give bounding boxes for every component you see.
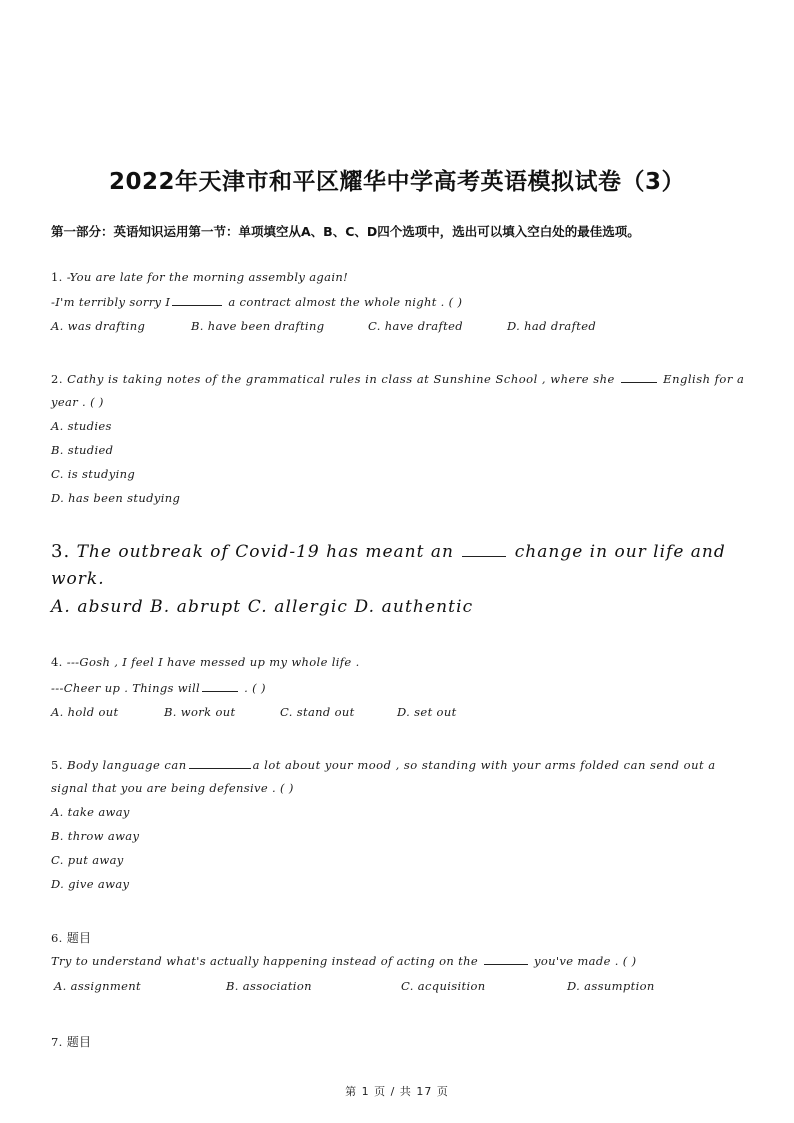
q6-number: 6. — [51, 931, 63, 945]
q1-text2b: a contract almost the whole night . ( ) — [228, 295, 463, 309]
q2-blank — [621, 371, 657, 383]
q1-line2 — [51, 294, 462, 309]
q3-line1 — [51, 540, 726, 562]
q5-number: 5. — [51, 758, 63, 772]
q5-line2: signal that you are being defensive . ( ) — [51, 781, 294, 795]
q2-text1b: English for a — [663, 372, 745, 386]
q6-text1b: you've made . ( ) — [534, 954, 637, 968]
q7-label: 题目 — [66, 1035, 92, 1049]
q5-blank — [189, 757, 251, 769]
q6-text1a: Try to understand what's actually happening instead of acting on the — [51, 954, 478, 968]
q1-text2a: -I'm terribly sorry I — [51, 295, 171, 309]
q1-option-a: A. was drafting — [51, 319, 146, 333]
section-heading: 第一部分：英语知识运用第一节：单项填空从A、B、C、D四个选项中，选出可以填入空白处的最佳选项。 — [51, 224, 640, 239]
q6-label: 题目 — [66, 931, 92, 945]
q4-line1 — [51, 655, 360, 669]
q2-option-b: B. studied — [51, 443, 114, 457]
q3-number: 3. — [51, 541, 71, 562]
q2-number: 2. — [51, 372, 63, 386]
q4-option-c: C. stand out — [280, 705, 355, 719]
q1-option-b: B. have been drafting — [191, 319, 325, 333]
q3-blank — [462, 540, 506, 557]
q1-number: 1. — [51, 270, 63, 284]
q1-text1: -You are late for the morning assembly again! — [66, 270, 349, 284]
q4-number: 4. — [51, 655, 63, 669]
q4-blank — [202, 680, 238, 692]
q6-option-a: A. assignment — [54, 979, 142, 993]
q6-option-b: B. association — [226, 979, 312, 993]
q6-header — [51, 929, 91, 946]
page-footer: 第 1 页 / 共 17 页 — [345, 1085, 449, 1098]
q5-option-b: B. throw away — [51, 829, 140, 843]
q4-line2 — [51, 680, 266, 695]
q4-text1: ---Gosh , I feel I have messed up my whole life . — [66, 655, 360, 669]
q3-text1a: The outbreak of Covid-19 has meant an — [76, 542, 454, 562]
q1-line1 — [51, 270, 348, 284]
q6-option-c: C. acquisition — [401, 979, 486, 993]
q4-text2b: . ( ) — [244, 681, 266, 695]
q6-option-d: D. assumption — [567, 979, 655, 993]
q5-option-c: C. put away — [51, 853, 124, 867]
q3-options: A. absurd B. abrupt C. allergic D. authentic — [51, 597, 474, 617]
q2-option-d: D. has been studying — [51, 491, 181, 505]
q4-text2a: ---Cheer up . Things will — [51, 681, 201, 695]
q4-option-d: D. set out — [397, 705, 457, 719]
q1-option-c: C. have drafted — [368, 319, 463, 333]
page-title: 2022年天津市和平区耀华中学高考英语模拟试卷（3） — [108, 169, 686, 195]
q6-blank — [484, 953, 528, 965]
q7-number: 7. — [51, 1035, 63, 1049]
q2-option-a: A. studies — [51, 419, 112, 433]
q5-line1 — [51, 757, 716, 772]
q1-blank — [172, 294, 222, 306]
q7-header — [51, 1033, 91, 1050]
q5-text1b: a lot about your mood , so standing with your arms folded can send out a — [252, 758, 716, 772]
q2-line2: year . ( ) — [51, 395, 104, 409]
q4-option-b: B. work out — [164, 705, 236, 719]
q3-line2: work. — [51, 569, 105, 589]
q4-option-a: A. hold out — [51, 705, 119, 719]
q3-text1b: change in our life and — [514, 542, 726, 562]
q2-option-c: C. is studying — [51, 467, 136, 481]
q5-text1a: Body language can — [67, 758, 187, 772]
q5-option-d: D. give away — [51, 877, 130, 891]
q6-line1 — [51, 953, 636, 968]
q2-line1 — [51, 371, 744, 386]
q1-option-d: D. had drafted — [507, 319, 597, 333]
q5-option-a: A. take away — [51, 805, 130, 819]
q2-text1a: Cathy is taking notes of the grammatical rules in class at Sunshine School , where she — [67, 372, 615, 386]
